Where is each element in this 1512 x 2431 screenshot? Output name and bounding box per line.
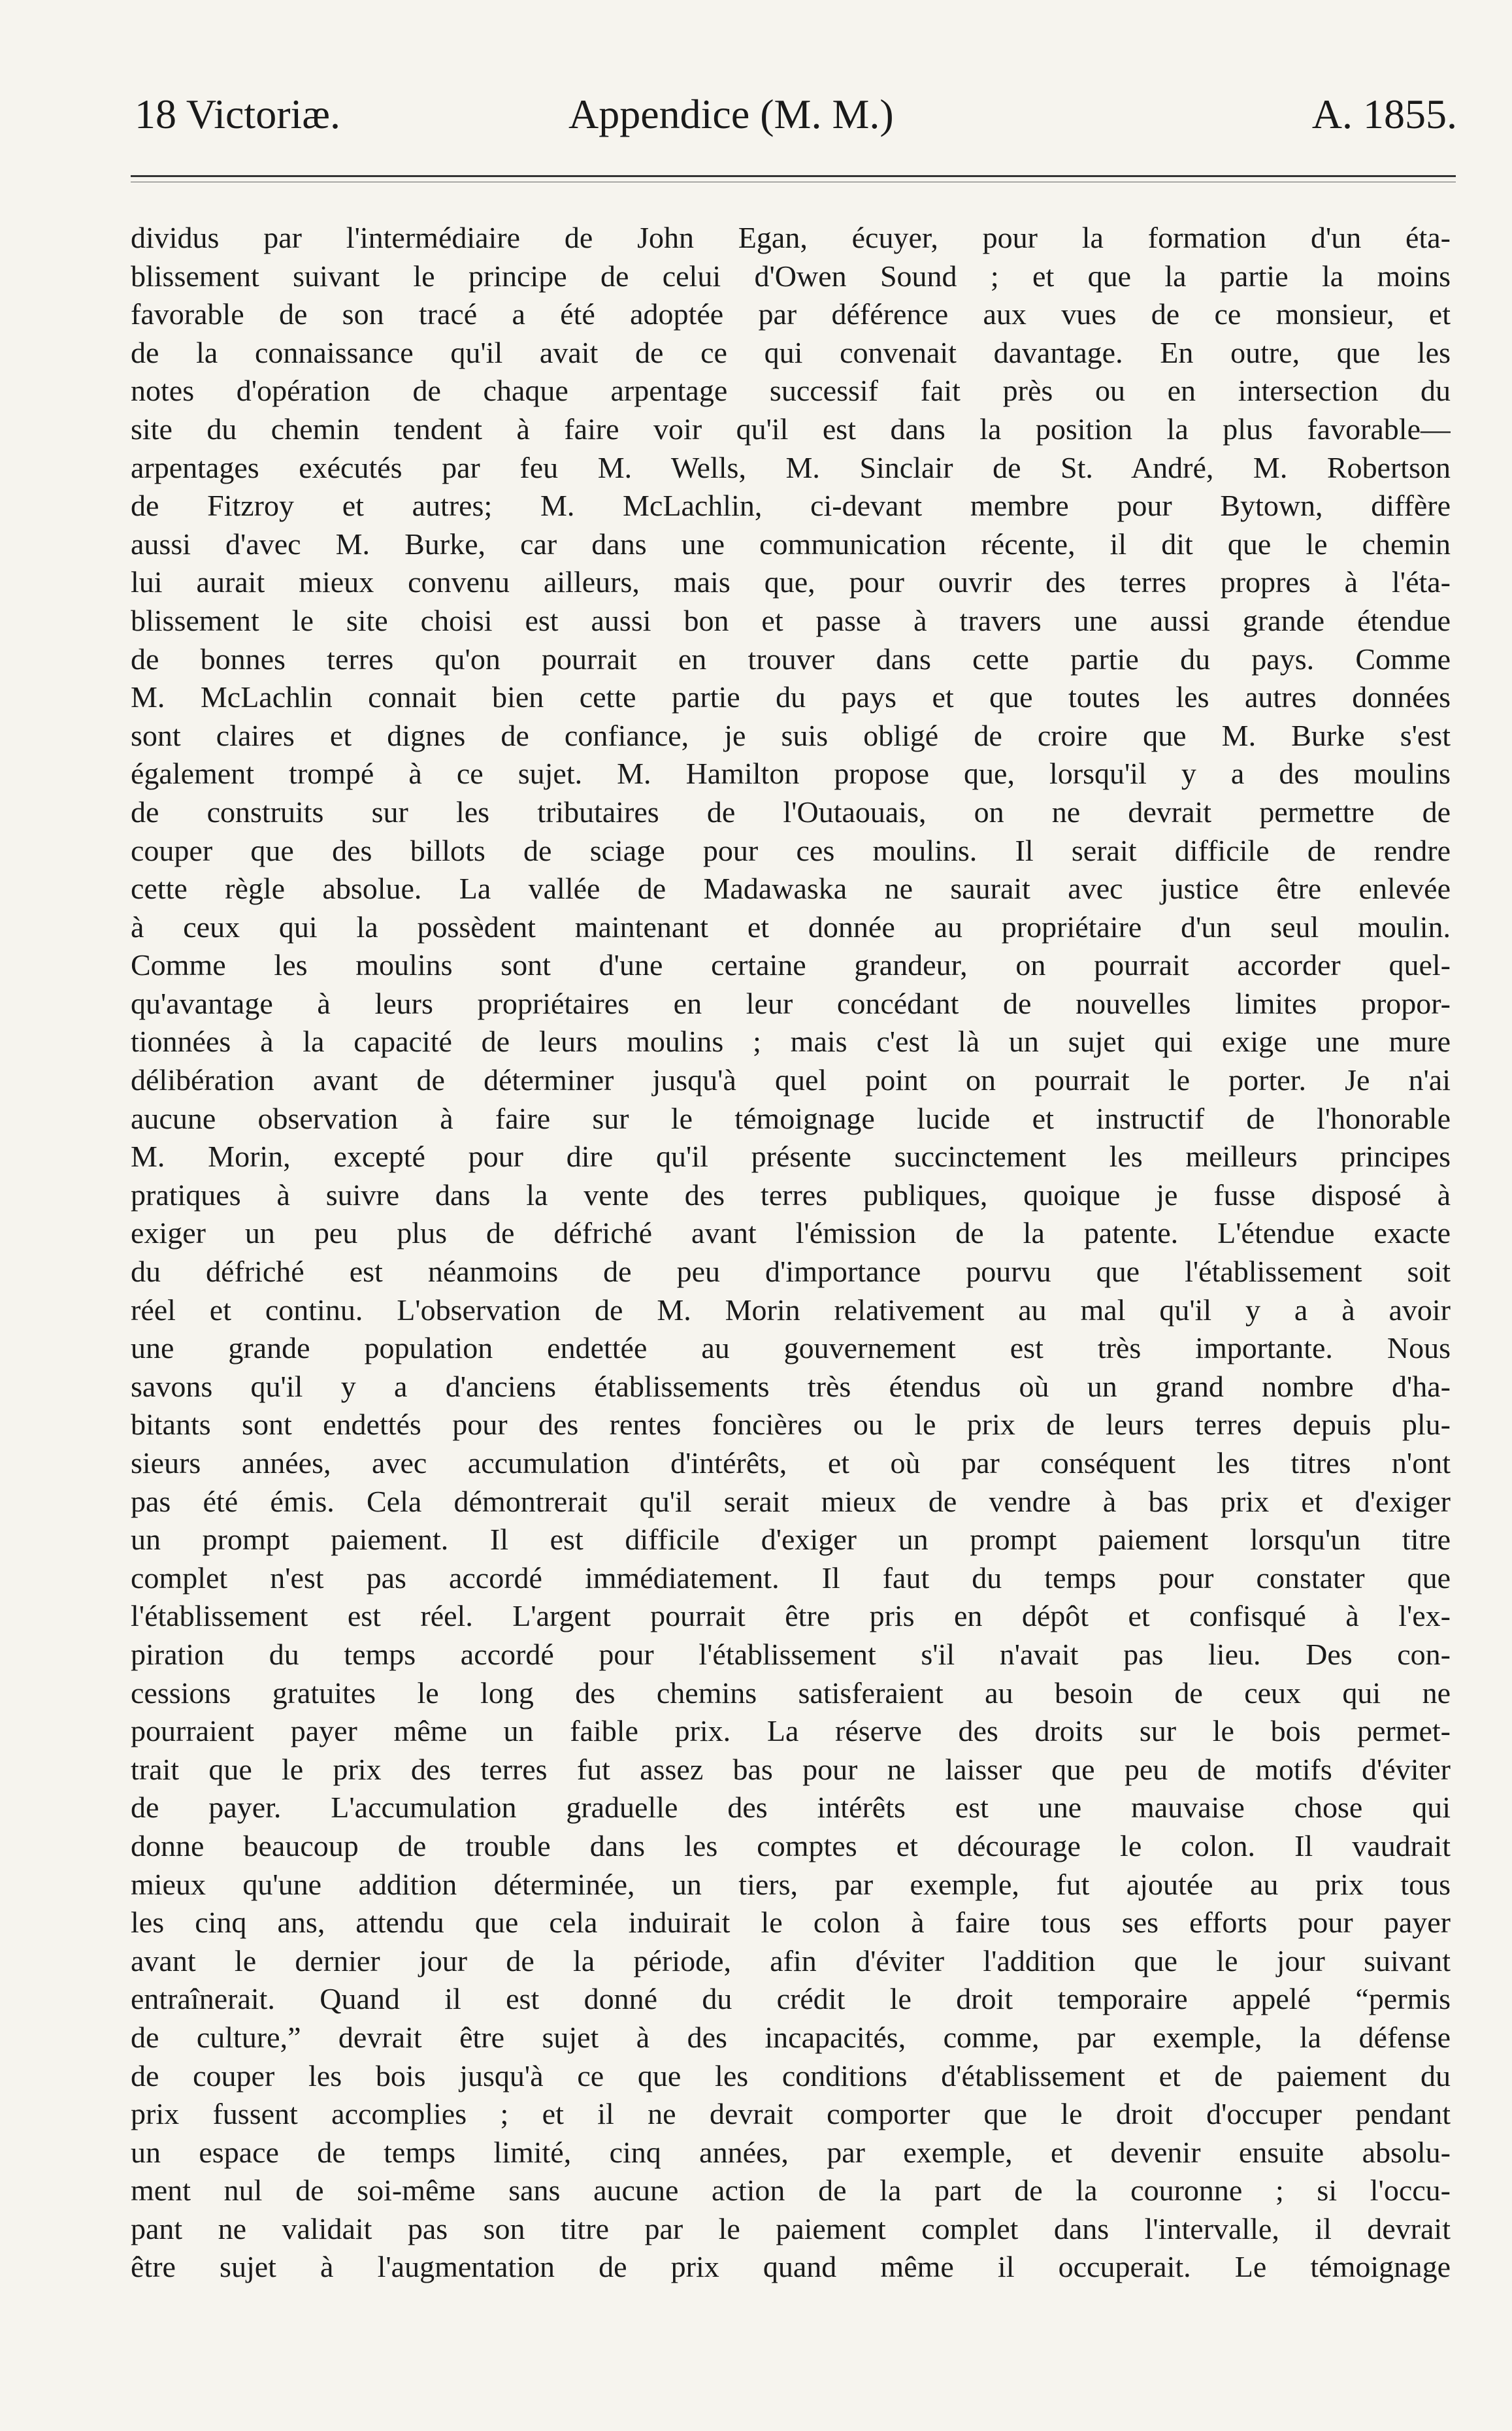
text-line: de construits sur les tributaires de l'Outaouais, on ne devrait permettre de: [131, 795, 1451, 829]
header-appendix: Appendice (M. M.): [568, 91, 894, 137]
text-line: M. Morin, excepté pour dire qu'il présente succinctement les meilleurs principes: [131, 1140, 1451, 1174]
text-line: complet n'est pas accordé immédiatement. Il faut du temps pour constater que: [131, 1561, 1451, 1595]
text-line: une grande population endettée au gouvernement est très importante. Nous: [131, 1331, 1451, 1365]
text-line: de Fitzroy et autres; M. McLachlin, ci-devant membre pour Bytown, diffère: [131, 489, 1451, 523]
text-line: qu'avantage à leurs propriétaires en leur concédant de nouvelles limites propor-: [131, 986, 1451, 1020]
text-line: délibération avant de déterminer jusqu'à quel point on pourrait le porter. Je n'ai: [131, 1063, 1451, 1097]
text-line: notes d'opération de chaque arpentage successif fait près ou en intersection du: [131, 374, 1451, 408]
body-text: [131, 219, 1451, 2287]
text-line: trait que le prix des terres fut assez bas pour ne laisser que peu de motifs d'éviter: [131, 1752, 1451, 1786]
text-line: sont claires et dignes de confiance, je suis obligé de croire que M. Burke s'est: [131, 718, 1451, 752]
text-line: pourraient payer même un faible prix. La réserve des droits sur le bois permet-: [131, 1714, 1451, 1748]
text-line: un espace de temps limité, cinq années, par exemple, et devenir ensuite absolu-: [131, 2135, 1451, 2169]
text-line: donne beaucoup de trouble dans les comptes et décourage le colon. Il vaudrait: [131, 1828, 1451, 1862]
text-line: favorable de son tracé a été adoptée par déférence aux vues de ce monsieur, et: [131, 297, 1451, 331]
text-line: également trompé à ce sujet. M. Hamilton propose que, lorsqu'il y a des moulins: [131, 757, 1451, 791]
text-line: site du chemin tendent à faire voir qu'il est dans la position la plus favorable—: [131, 412, 1451, 446]
text-line: Comme les moulins sont d'une certaine grandeur, on pourrait accorder quel-: [131, 948, 1451, 982]
text-line: pant ne validait pas son titre par le paiement complet dans l'intervalle, il devrait: [131, 2211, 1451, 2245]
text-line: exiger un peu plus de défriché avant l'émission de la patente. L'étendue exacte: [131, 1216, 1451, 1250]
header-session: 18 Victoriæ.: [135, 91, 340, 137]
text-line: ment nul de soi-même sans aucune action de la part de la couronne ; si l'occu-: [131, 2174, 1451, 2208]
text-line: entraînerait. Quand il est donné du crédit le droit temporaire appelé “permis: [131, 1982, 1451, 2016]
text-line: de culture,” devrait être sujet à des incapacités, comme, par exemple, la défense: [131, 2020, 1451, 2054]
text-line: lui aurait mieux convenu ailleurs, mais que, pour ouvrir des terres propres à l'éta-: [131, 565, 1451, 599]
text-line: un prompt paiement. Il est difficile d'exiger un prompt paiement lorsqu'un titre: [131, 1523, 1451, 1557]
text-line: les cinq ans, attendu que cela induirait le colon à faire tous ses efforts pour payer: [131, 1906, 1451, 1940]
text-line: être sujet à l'augmentation de prix quand même il occuperait. Le témoignage: [131, 2250, 1451, 2284]
text-line: de la connaissance qu'il avait de ce qui convenait davantage. En outre, que les: [131, 335, 1451, 369]
text-line: bitants sont endettés pour des rentes foncières ou le prix de leurs terres depuis plu-: [131, 1408, 1451, 1442]
text-line: l'établissement est réel. L'argent pourrait être pris en dépôt et confisqué à l'ex-: [131, 1599, 1451, 1633]
text-line: aussi d'avec M. Burke, car dans une communication récente, il dit que le chemin: [131, 527, 1451, 561]
text-line: aucune observation à faire sur le témoignage lucide et instructif de l'honorable: [131, 1101, 1451, 1135]
text-line: couper que des billots de sciage pour ces moulins. Il serait difficile de rendre: [131, 833, 1451, 867]
text-line: du défriché est néanmoins de peu d'importance pourvu que l'établissement soit: [131, 1255, 1451, 1289]
text-line: blissement le site choisi est aussi bon et passe à travers une aussi grande étendue: [131, 603, 1451, 637]
text-line: savons qu'il y a d'anciens établissements très étendus où un grand nombre d'ha-: [131, 1369, 1451, 1403]
text-line: pratiques à suivre dans la vente des terres publiques, quoique je fusse disposé à: [131, 1178, 1451, 1212]
text-line: de payer. L'accumulation graduelle des intérêts est une mauvaise chose qui: [131, 1791, 1451, 1825]
text-line: cette règle absolue. La vallée de Madawaska ne saurait avec justice être enlevée: [131, 872, 1451, 906]
text-line: tionnées à la capacité de leurs moulins ; mais c'est là un sujet qui exige une mure: [131, 1025, 1451, 1059]
text-line: réel et continu. L'observation de M. Morin relativement au mal qu'il y a à avoir: [131, 1293, 1451, 1327]
text-line: blissement suivant le principe de celui d'Owen Sound ; et que la partie la moins: [131, 259, 1451, 293]
text-line: pas été émis. Cela démontrerait qu'il serait mieux de vendre à bas prix et d'exiger: [131, 1484, 1451, 1518]
text-line: avant le dernier jour de la période, afin d'éviter l'addition que le jour suivant: [131, 1943, 1451, 1977]
text-line: M. McLachlin connait bien cette partie du pays et que toutes les autres données: [131, 680, 1451, 714]
text-line: mieux qu'une addition déterminée, un tiers, par exemple, fut ajoutée au prix tous: [131, 1867, 1451, 1901]
page-header: [124, 85, 1457, 144]
text-line: de bonnes terres qu'on pourrait en trouver dans cette partie du pays. Comme: [131, 642, 1451, 676]
text-line: cessions gratuites le long des chemins satisferaient au besoin de ceux qui ne: [131, 1676, 1451, 1710]
text-line: arpentages exécutés par feu M. Wells, M. Sinclair de St. André, M. Robertson: [131, 450, 1451, 484]
text-line: dividus par l'intermédiaire de John Egan, écuyer, pour la formation d'un éta-: [131, 221, 1451, 254]
text-line: de couper les bois jusqu'à ce que les conditions d'établissement et de paiement du: [131, 2059, 1451, 2092]
text-line: sieurs années, avec accumulation d'intérêts, et où par conséquent les titres n'ont: [131, 1446, 1451, 1480]
text-line: prix fussent accomplies ; et il ne devrait comporter que le droit d'occuper pendant: [131, 2097, 1451, 2131]
header-rule: [131, 175, 1456, 177]
text-line: à ceux qui la possèdent maintenant et donnée au propriétaire d'un seul moulin.: [131, 910, 1451, 944]
text-line: piration du temps accordé pour l'établissement s'il n'avait pas lieu. Des con-: [131, 1637, 1451, 1671]
header-year: A. 1855.: [1311, 91, 1457, 137]
